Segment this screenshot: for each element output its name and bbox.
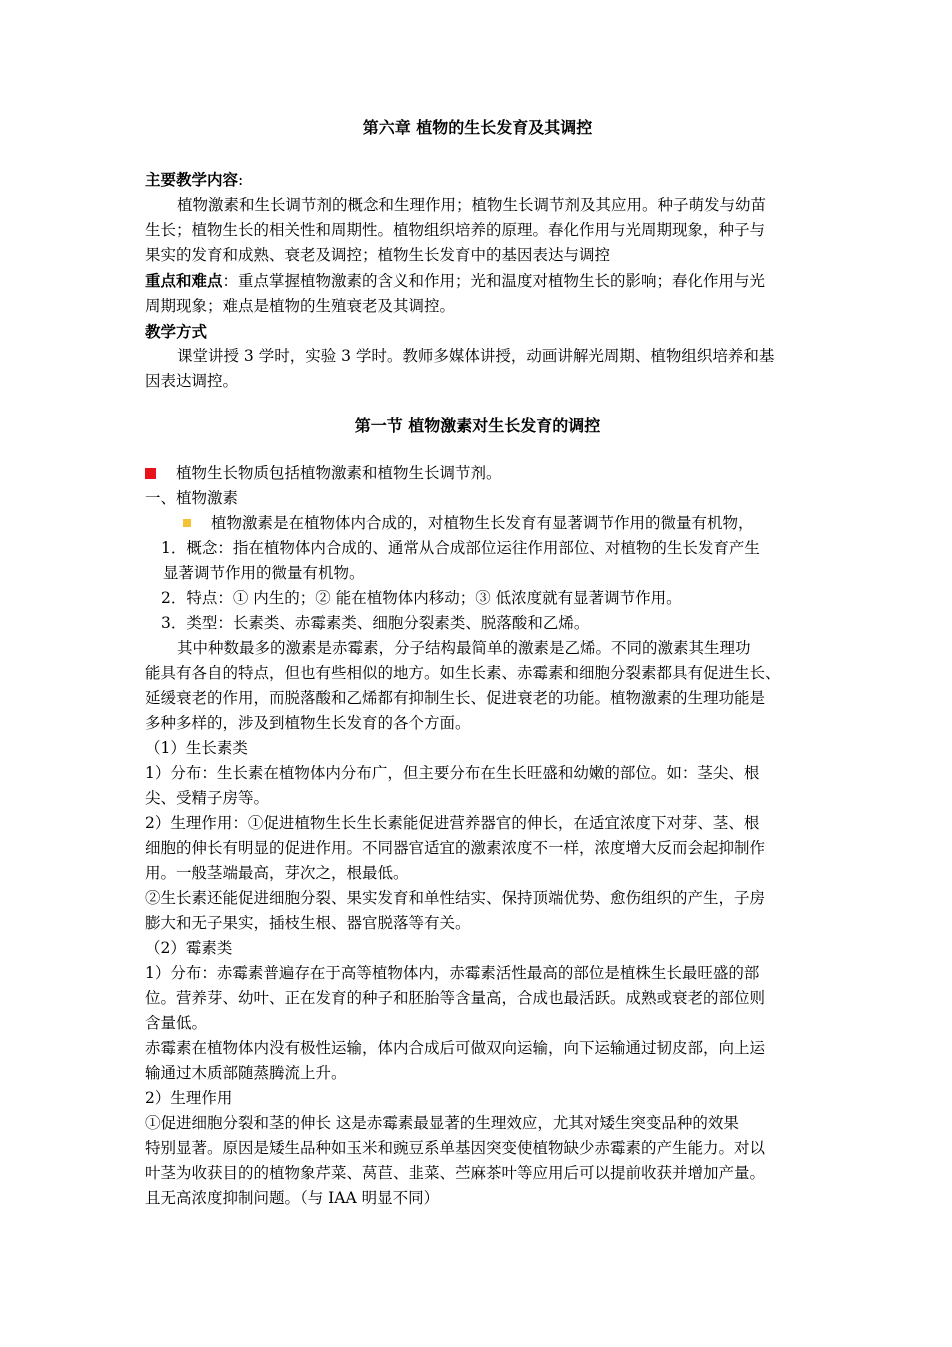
gibberellin-distribution-line: 1）分布：赤霉素普遍存在于高等植物体内，赤霉素活性最高的部位是植株生长最旺盛的部 [145,964,760,982]
red-square-bullet-icon [145,468,156,479]
gibberellin-distribution-line: 含量低。 [145,1014,208,1032]
paragraph-line: 其中种数最多的激素是赤霉素，分子结构最简单的激素是乙烯。不同的激素其生理功 [177,639,751,657]
gibberellin-heading: （2）霉素类 [145,939,233,957]
teaching-method-line: 课堂讲授 3 学时，实验 3 学时。教师多媒体讲授，动画讲解光周期、植物组织培养和基 [177,347,775,365]
auxin-function-line: 2）生理作用：①促进植物生长生长素能促进营养器官的伸长，在适宜浓度下对芽、茎、根 [145,814,760,832]
gibberellin-function-line: 且无高浓度抑制问题。（与 IAA 明显不同） [145,1189,440,1207]
chapter-title: 第六章 植物的生长发育及其调控 [362,118,593,137]
section-title: 第一节 植物激素对生长发育的调控 [354,416,601,435]
auxin-function-line: 细胞的伸长有明显的促进作用。不同器官适宜的激素浓度不一样，浓度增大反而会起抑制作 [145,839,766,857]
auxin-function-line: 膨大和无子果实，插枝生根、器官脱落等有关。 [145,914,471,932]
gibberellin-function-heading: 2）生理作用 [145,1089,233,1107]
feature-line: 2．特点：① 内生的；② 能在植物体内移动；③ 低浓度就有显著调节作用。 [161,589,682,607]
auxin-distribution-line: 尖、受精子房等。 [145,789,270,807]
key-points-line: 周期现象；难点是植物的生殖衰老及其调控。 [145,297,456,315]
gibberellin-function-line: 叶茎为收获目的的植物象芹菜、莴苣、韭菜、苎麻茶叶等应用后可以提前收获并增加产量。 [145,1164,766,1182]
gibberellin-function-line: 特别显著。原因是矮生品种如玉米和豌豆系单基因突变使植物缺少赤霉素的产生能力。对以 [145,1139,766,1157]
paragraph-line: 多种多样的，涉及到植物生长发育的各个方面。 [145,714,471,732]
teaching-method-line: 因表达调控。 [145,372,239,390]
yellow-bullet-item: 植物激素是在植物体内合成的，对植物生长发育有显著调节作用的微量有机物， [145,511,810,536]
gibberellin-distribution-line: 位。营养芽、幼叶、正在发育的种子和胚胎等含量高，合成也最活跃。成熟或衰老的部位则 [145,989,766,1007]
yellow-square-bullet-icon [183,519,191,527]
concept-line: 1．概念：指在植物体内合成的、通常从合成部位运往作用部位、对植物的生长发育产生 [161,539,760,557]
paragraph-line: 能具有各自的特点，但也有些相似的地方。如生长素、赤霉素和细胞分裂素都具有促进生长、 [145,664,781,682]
auxin-function-line: 用。一般茎端最高，芽次之，根最低。 [145,864,409,882]
types-line: 3．类型：长素类、赤霉素类、细胞分裂素类、脱落酸和乙烯。 [161,614,590,632]
main-content-line: 果实的发育和成熟、衰老及调控；植物生长发育中的基因表达与调控 [145,246,611,264]
main-content-line: 植物激素和生长调节剂的概念和生理作用；植物生长调节剂及其应用。种子萌发与幼苗 [177,196,767,214]
paragraph-line: 延缓衰老的作用，而脱落酸和乙烯都有抑制生长、促进衰老的功能。植物激素的生理功能是 [145,689,766,707]
gibberellin-function-line: ①促进细胞分裂和茎的伸长 这是赤霉素最显著的生理效应，尤其对矮生突变品种的效果 [145,1114,739,1132]
auxin-heading: （1）生长素类 [145,739,248,757]
auxin-function-line: ②生长素还能促进细胞分裂、果实发育和单性结实、保持顶端优势、愈伤组织的产生，子房 [145,889,766,907]
concept-line: 显著调节作用的微量有机物。 [163,564,365,582]
main-content-heading: 主要教学内容: [145,170,244,189]
main-content-line: 生长；植物生长的相关性和周期性。植物组织培养的原理。春化作用与光周期现象，种子与 [145,221,766,239]
gibberellin-transport-line: 输通过木质部随蒸腾流上升。 [145,1064,347,1082]
hormone-heading: 一、植物激素 [145,489,239,507]
document-page [145,116,810,1211]
gibberellin-transport-line: 赤霉素在植物体内没有极性运输，体内合成后可做双向运输，向下运输通过韧皮部，向上运 [145,1039,766,1057]
key-points-line: 重点和难点：重点掌握植物激素的含义和作用；光和温度对植物生长的影响；春化作用与光 [145,271,766,290]
main-content-label: 主要教学内容 [145,170,239,189]
red-bullet-item: 植物生长物质包括植物激素和植物生长调节剂。 [145,461,810,486]
key-points-label: 重点和难点 [145,271,223,290]
auxin-distribution-line: 1）分布：生长素在植物体内分布广，但主要分布在生长旺盛和幼嫩的部位。如：茎尖、根 [145,764,760,782]
teaching-method-label: 教学方式 [145,322,208,341]
